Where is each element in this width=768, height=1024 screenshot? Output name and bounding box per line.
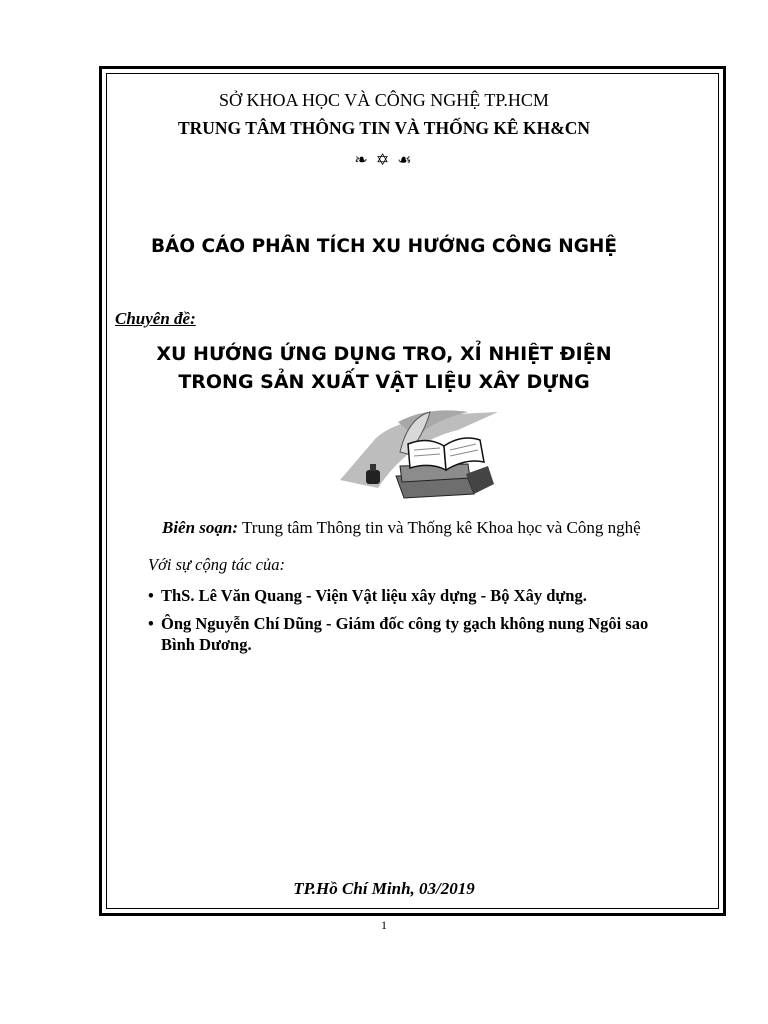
topic-label: Chuyên đề: [115, 309, 196, 328]
collaborator-text: Ông Nguyễn Chí Dũng - Giám đốc công ty gạch không nung Ngôi sao [161, 614, 649, 633]
books-quill-illustration-icon [338, 408, 508, 508]
collaborator-text-continued: Bình Dương. [161, 635, 252, 654]
ornament-divider-icon: ❧ ✡ ☙ [354, 152, 414, 169]
topic-title-line2: TRONG SẢN XUẤT VẬT LIỆU XÂY DỰNG [178, 371, 590, 393]
compiled-by-value: Trung tâm Thông tin và Thống kê Khoa học và Công nghệ [238, 518, 641, 537]
page-number: 1 [381, 918, 387, 932]
center-heading: TRUNG TÂM THÔNG TIN VÀ THỐNG KÊ KH&CN [177, 118, 591, 138]
compiled-by-label: Biên soạn: [162, 518, 239, 537]
topic-title-line1: XU HƯỚNG ỨNG DỤNG TRO, XỈ NHIỆT ĐIỆN [156, 343, 612, 365]
bullet-icon: • [148, 586, 154, 605]
collaboration-label: Với sự cộng tác của: [148, 555, 285, 574]
place-date: TP.Hồ Chí Minh, 03/2019 [293, 879, 475, 898]
bullet-icon: • [148, 614, 154, 633]
collaborator-text: ThS. Lê Văn Quang - Viện Vật liệu xây dựng - Bộ Xây dựng. [161, 586, 587, 605]
report-type-title: BÁO CÁO PHÂN TÍCH XU HƯỚNG CÔNG NGHỆ [150, 236, 618, 257]
compiled-by-line [162, 518, 641, 538]
department-heading: SỞ KHOA HỌC VÀ CÔNG NGHỆ TP.HCM [219, 90, 549, 110]
